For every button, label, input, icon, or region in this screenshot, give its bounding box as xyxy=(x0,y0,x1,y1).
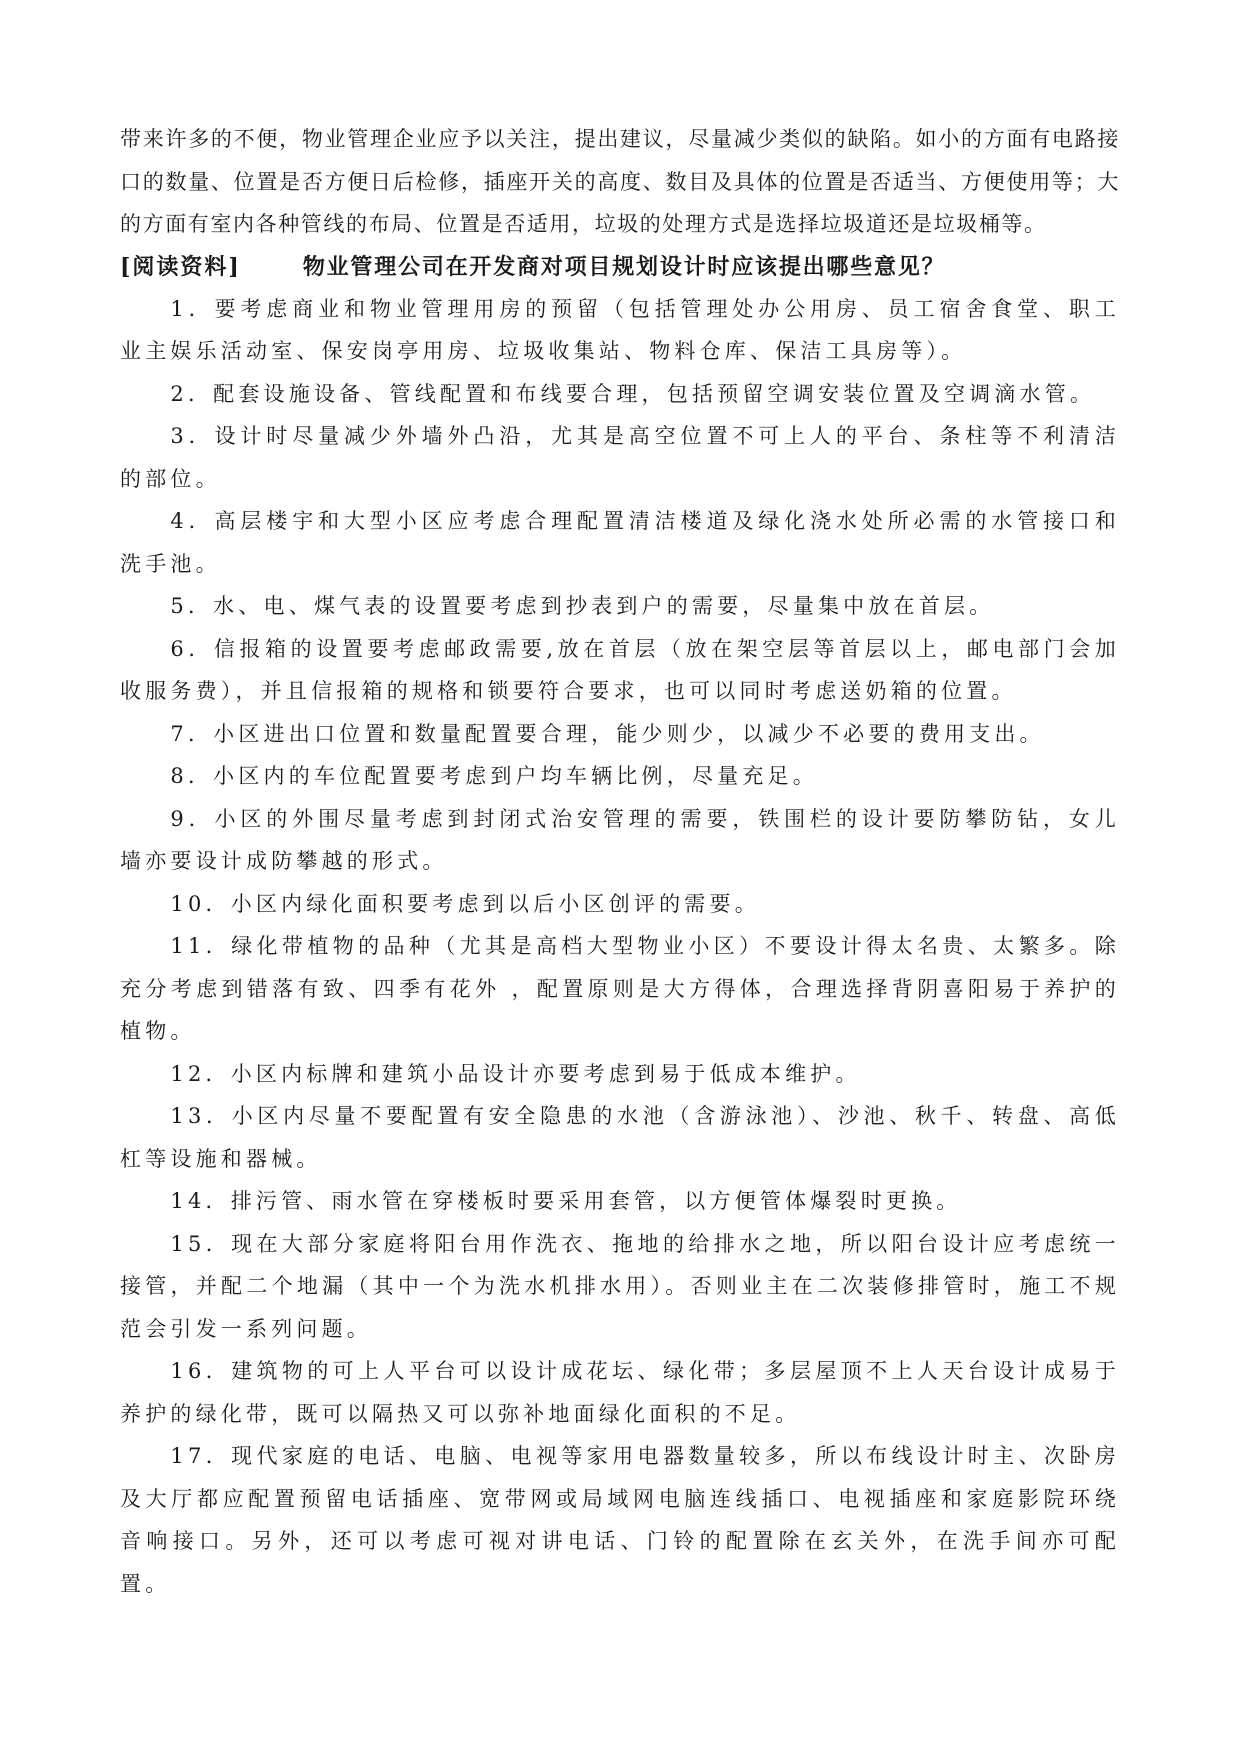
list-item-5: 5．水、电、煤气表的设置要考虑到抄表到户的需要，尽量集中放在首层。 xyxy=(170,594,995,618)
list-item-15: 15．现在大部分家庭将阳台用作洗衣、拖地的给排水之地，所以阳台设计应考虑统一接管，并配二个地漏（其中一个为洗水机排水用）。否则业主在二次装修排管时，施工不规范会引发一系列问题。 xyxy=(120,1231,1120,1341)
list-item-14: 14．排污管、雨水管在穿楼板时要采用套管，以方便管体爆裂时更换。 xyxy=(170,1189,962,1213)
reading-material-tag: [阅读资料] xyxy=(120,253,241,280)
list-item-12: 12．小区内标牌和建筑小品设计亦要考虑到易于低成本维护。 xyxy=(170,1061,861,1086)
reading-material-heading xyxy=(120,246,1120,288)
list-item-6: 6．信报箱的设置要考虑邮政需要,放在首层（放在架空层等首层以上，邮电部门会加收服务费），并且信报箱的规格和锁要符合要求，也可以同时考虑送奶箱的位置。 xyxy=(120,636,1120,703)
reading-material-title: 物业管理公司在开发商对项目规划设计时应该提出哪些意见？ xyxy=(302,253,946,280)
list-item-7: 7．小区进出口位置和数量配置要合理，能少则少，以减少不必要的费用支出。 xyxy=(170,721,1045,746)
document-page xyxy=(120,118,1120,1605)
intro-paragraph: 带来许多的不便，物业管理企业应予以关注，提出建议，尽量减少类似的缺陷。如小的方面有电路接口的数量、位置是否方便日后检修，插座开关的高度、数目及具体的位置是否适当、方便使用等；大的方面有室内各种管线的布局、位置是否适用，垃圾的处理方式是选择垃圾道还是垃圾桶等。 xyxy=(120,127,1120,236)
list-item-1: 1．要考虑商业和物业管理用房的预留（包括管理处办公用房、员工宿舍食堂、职工业主娱乐活动室、保安岗亭用房、垃圾收集站、物料仓库、保洁工具房等）。 xyxy=(120,296,1120,363)
list-item-4: 4．高层楼宇和大型小区应考虑合理配置清洁楼道及绿化浇水处所必需的水管接口和洗手池。 xyxy=(120,509,1120,576)
list-item-8: 8．小区内的车位配置要考虑到户均车辆比例，尽量充足。 xyxy=(170,764,818,788)
list-item-2: 2．配套设施设备、管线配置和布线要合理，包括预留空调安装位置及空调滴水管。 xyxy=(170,381,1096,406)
list-item-16: 16．建筑物的可上人平台可以设计成花坛、绿化带；多层屋顶不上人天台设计成易于养护的绿化带，既可以隔热又可以弥补地面绿化面积的不足。 xyxy=(120,1359,1120,1426)
list-item-10: 10．小区内绿化面积要考虑到以后小区创评的需要。 xyxy=(170,891,760,916)
list-item-3: 3．设计时尽量减少外墙外凸沿，尤其是高空位置不可上人的平台、条柱等不利清洁的部位。 xyxy=(120,424,1120,491)
list-item-9: 9．小区的外围尽量考虑到封闭式治安管理的需要，铁围栏的设计要防攀防钻，女儿墙亦要设计成防攀越的形式。 xyxy=(120,806,1120,873)
list-item-13: 13．小区内尽量不要配置有安全隐患的水池（含游泳池）、沙池、秋千、转盘、高低杠等设施和器械。 xyxy=(120,1104,1120,1171)
list-item-17: 17．现代家庭的电话、电脑、电视等家用电器数量较多，所以布线设计时主、次卧房及大厅都应配置预留电话插座、宽带网或局域网电脑连线插口、电视插座和家庭影院环绕音响接口。另外，还可以考虑可视对讲电话、门铃的配置除在玄关外，在洗手间亦可配置。 xyxy=(120,1444,1120,1596)
list-item-11: 11．绿化带植物的品种（尤其是高档大型物业小区）不要设计得太名贵、太繁多。除充分考虑到错落有致、四季有花外 ，配置原则是大方得体，合理选择背阴喜阳易于养护的植物。 xyxy=(120,934,1120,1043)
